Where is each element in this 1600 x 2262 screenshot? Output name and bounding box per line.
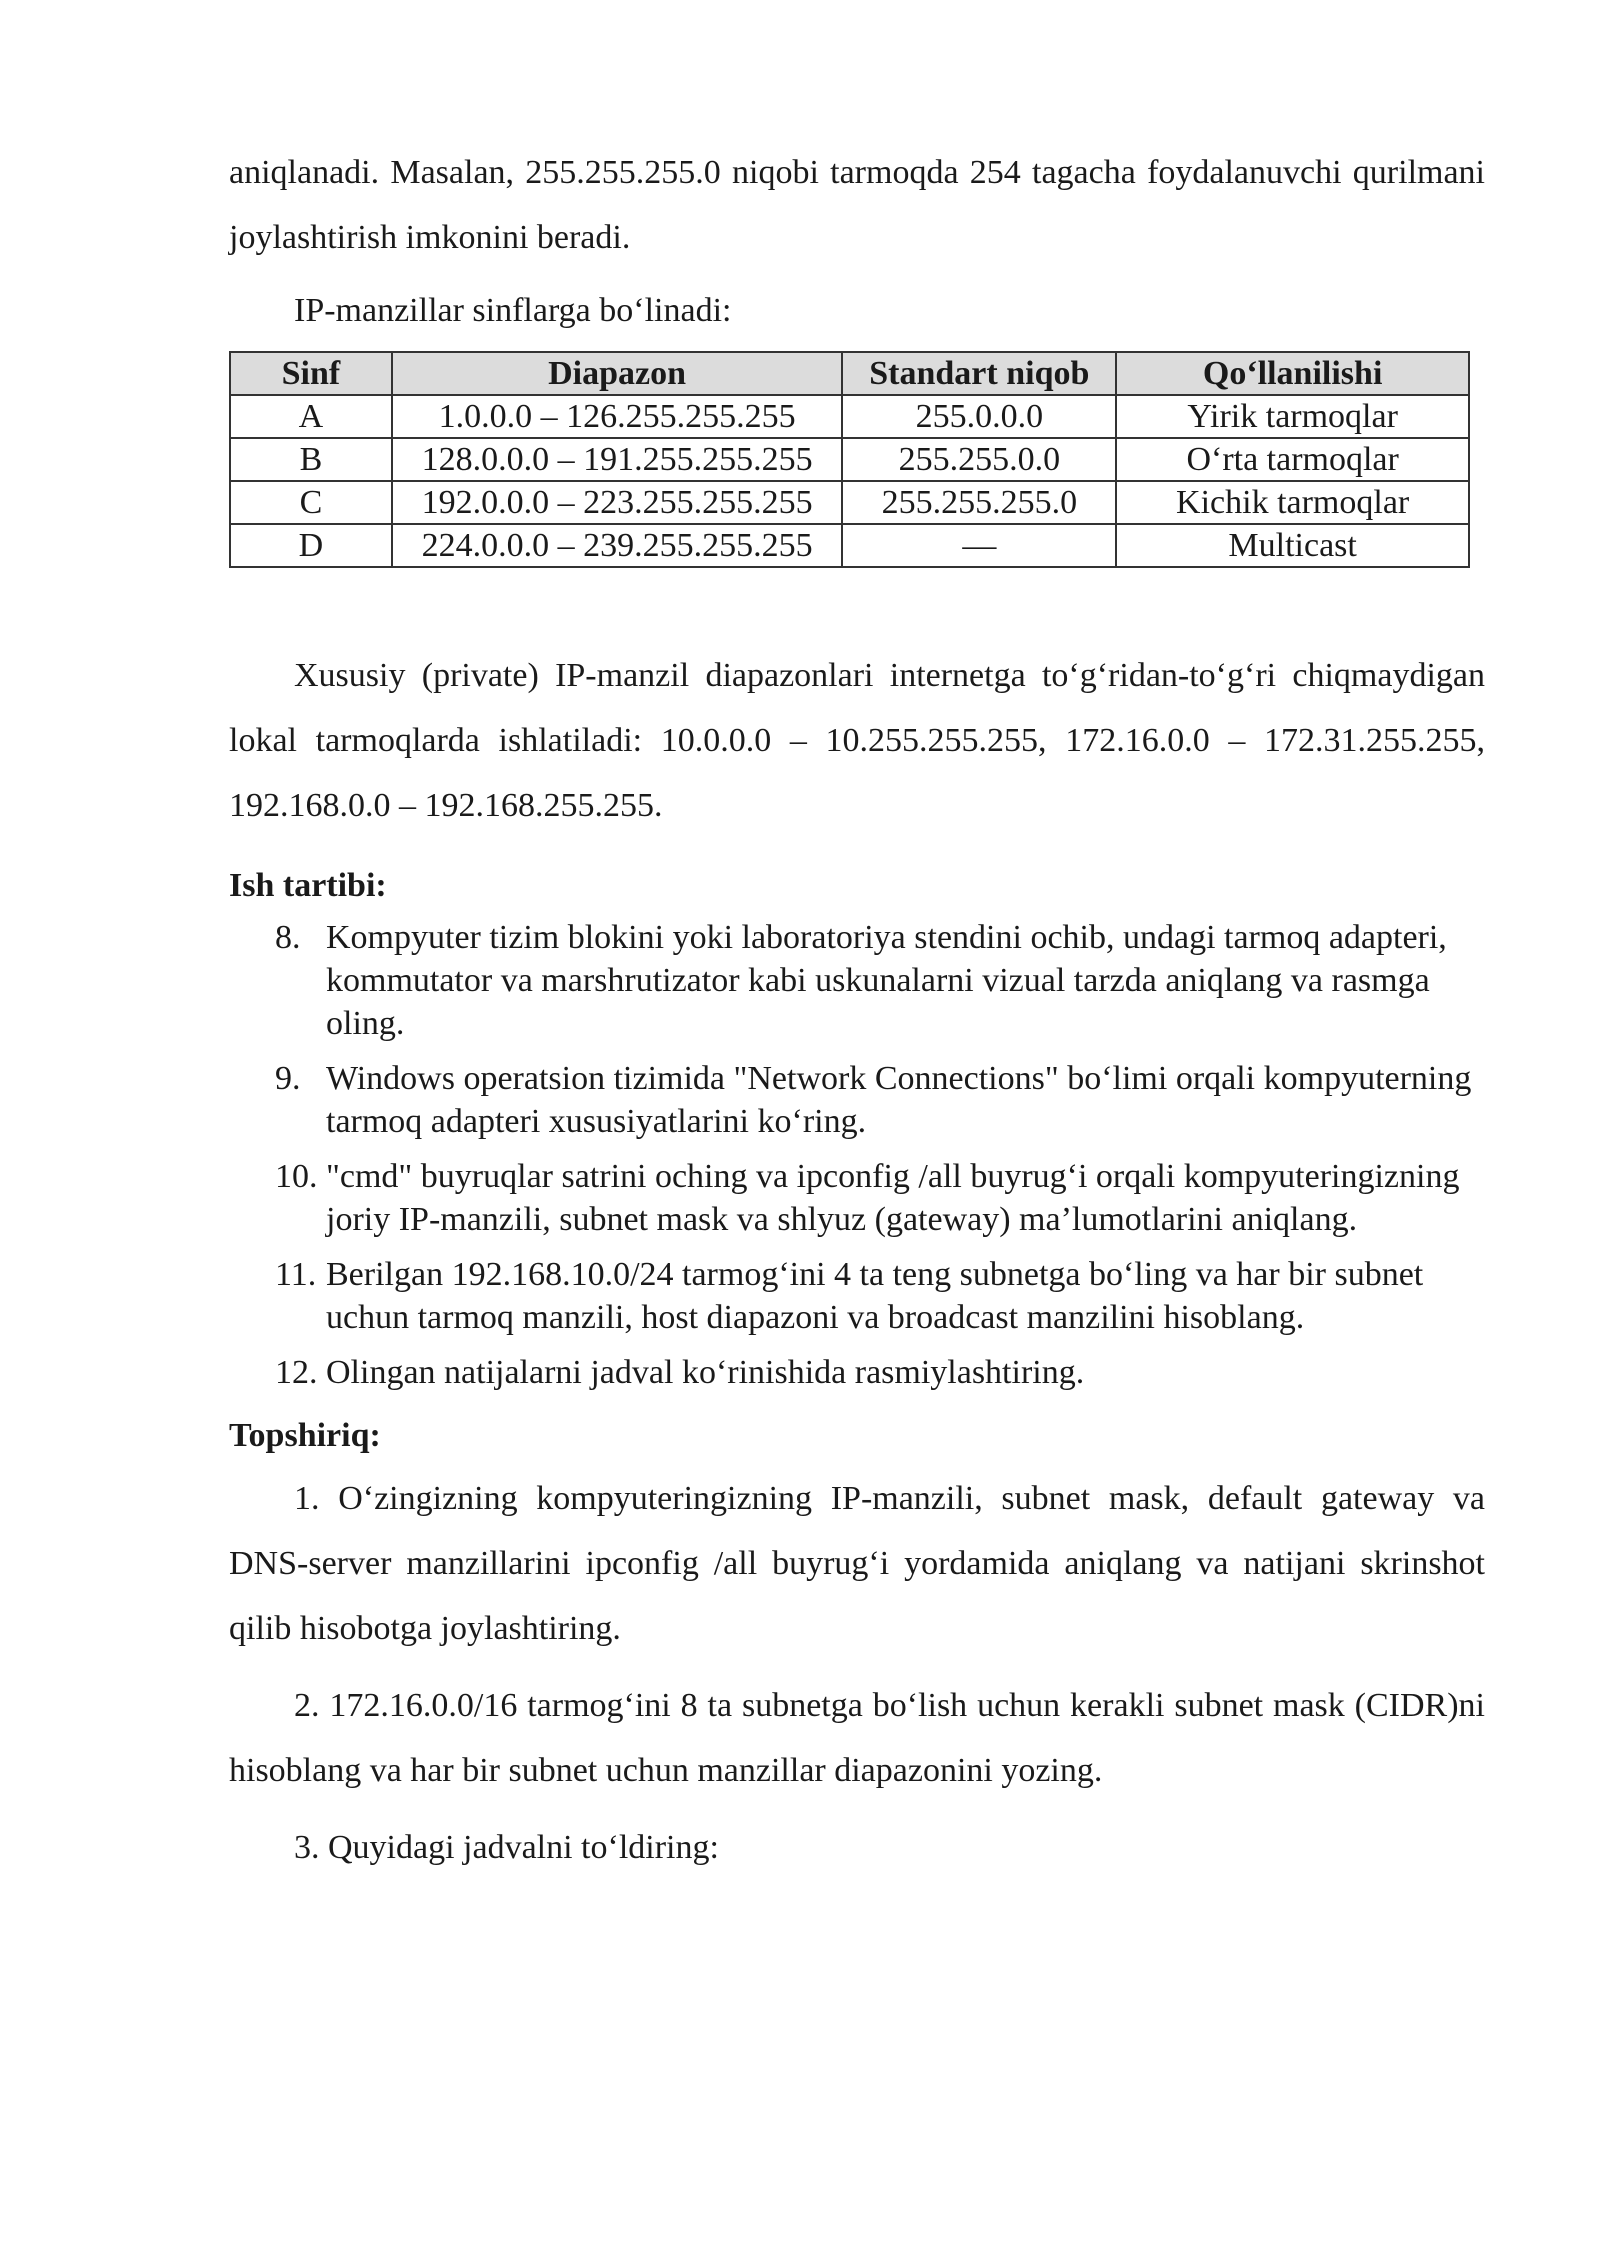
table-cell: —: [842, 524, 1116, 567]
step-text: Windows operatsion tizimida "Network Connections" bo‘limi orqali kompyuterning tarmoq adapteri xususiyatlarini ko‘ring.: [326, 1060, 1472, 1140]
table-row: [230, 481, 1469, 524]
header-sinf: Sinf: [230, 352, 392, 395]
step-number: 11.: [275, 1256, 317, 1293]
procedure-steps: [229, 916, 1485, 1394]
task-item-2: 2. 172.16.0.0/16 tarmog‘ini 8 ta subnetga bo‘lish uchun kerakli subnet mask (CIDR)ni hisoblang va har bir subnet uchun manzillar diapazonini yozing.: [229, 1687, 1485, 1789]
table-cell: 255.0.0.0: [842, 395, 1116, 438]
table-cell: B: [230, 438, 392, 481]
table-cell: Multicast: [1116, 524, 1469, 567]
list-item: [229, 1253, 1485, 1339]
step-text: Olingan natijalarni jadval ko‘rinishida rasmiylashtiring.: [326, 1354, 1085, 1391]
list-item: [229, 1057, 1485, 1143]
step-number: 8.: [275, 919, 301, 956]
header-qollanilishi: Qo‘llanilishi: [1116, 352, 1469, 395]
private-ranges-paragraph: Xususiy (private) IP-manzil diapazonlari internetga to‘g‘ridan-to‘g‘ri chiqmaydigan lokal tarmoqlarda ishlatiladi: 10.0.0.0 – 10.255.255.255, 172.16.0.0 – 172.31.255.255, 192.168.0.0 – 192.168.255.255.: [229, 657, 1485, 824]
header-standart-niqob: Standart niqob: [842, 352, 1116, 395]
header-diapazon: Diapazon: [392, 352, 843, 395]
table-cell: 255.255.255.0: [842, 481, 1116, 524]
step-number: 10.: [275, 1158, 318, 1195]
step-text: "cmd" buyruqlar satrini oching va ipconfig /all buyrug‘i orqali kompyuteringizning joriy IP-manzili, subnet mask va shlyuz (gateway) ma’lumotlarini aniqlang.: [326, 1158, 1460, 1238]
list-item: [229, 1351, 1485, 1394]
table-header-row: [230, 352, 1469, 395]
classes-intro: IP-manzillar sinflarga bo‘linadi:: [294, 292, 732, 329]
intro-paragraph: aniqlanadi. Masalan, 255.255.255.0 niqobi tarmoqda 254 tagacha foydalanuvchi qurilmani joylashtirish imkonini beradi.: [229, 154, 1485, 256]
step-text: Berilgan 192.168.10.0/24 tarmog‘ini 4 ta teng subnetga bo‘ling va har bir subnet uchun tarmoq manzili, host diapazoni va broadcast manzilini hisoblang.: [326, 1256, 1424, 1336]
table-cell: D: [230, 524, 392, 567]
task-item-3: 3. Quyidagi jadvalni to‘ldiring:: [294, 1829, 719, 1866]
table-row: [230, 438, 1469, 481]
list-item: [229, 916, 1485, 1045]
task-item-1: 1. O‘zingizning kompyuteringizning IP-manzili, subnet mask, default gateway va DNS-server manzillarini ipconfig /all buyrug‘i yordamida aniqlang va natijani skrinshot qilib hisobotga joylashtiring.: [229, 1480, 1485, 1647]
table-cell: 1.0.0.0 – 126.255.255.255: [392, 395, 843, 438]
document-page: [229, 140, 1485, 1880]
table-cell: Kichik tarmoqlar: [1116, 481, 1469, 524]
table-cell: 128.0.0.0 – 191.255.255.255: [392, 438, 843, 481]
table-cell: 255.255.0.0: [842, 438, 1116, 481]
step-text: Kompyuter tizim blokini yoki laboratoriya stendini ochib, undagi tarmoq adapteri, kommutator va marshrutizator kabi uskunalarni vizual tarzda aniqlang va rasmga oling.: [326, 919, 1447, 1042]
table-cell: 224.0.0.0 – 239.255.255.255: [392, 524, 843, 567]
table-cell: Yirik tarmoqlar: [1116, 395, 1469, 438]
table-cell: C: [230, 481, 392, 524]
step-number: 12.: [275, 1354, 318, 1391]
table-cell: A: [230, 395, 392, 438]
ip-class-table: [229, 351, 1470, 568]
procedure-heading: Ish tartibi:: [229, 867, 387, 904]
table-row: [230, 524, 1469, 567]
task-heading: Topshiriq:: [229, 1417, 381, 1454]
table-row: [230, 395, 1469, 438]
table-cell: 192.0.0.0 – 223.255.255.255: [392, 481, 843, 524]
step-number: 9.: [275, 1060, 301, 1097]
table-cell: O‘rta tarmoqlar: [1116, 438, 1469, 481]
list-item: [229, 1155, 1485, 1241]
